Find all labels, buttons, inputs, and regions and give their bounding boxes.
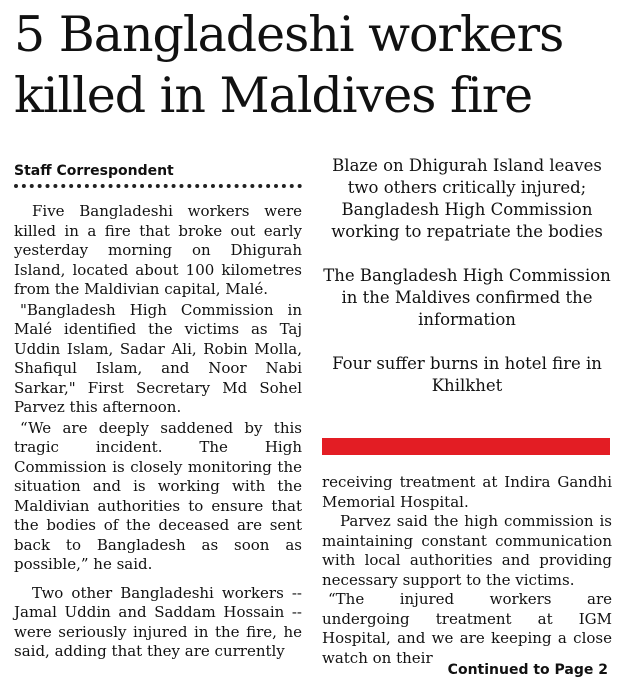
byline: Staff Correspondent — [14, 163, 174, 179]
right-column — [322, 473, 612, 668]
paragraph-4: Two other Bangladeshi workers -- Jamal Uddin and Saddam Hossain -- were seriously injured in the fire, he said, adding that they are currently — [14, 583, 302, 660]
continued-link[interactable]: Continued to Page 2 — [442, 660, 608, 680]
paragraph-5: receiving treatment at Indira Gandhi Memorial Hospital. — [322, 473, 612, 511]
related-story-link[interactable]: Four suffer burns in hotel fire in Khilkhet — [332, 354, 602, 395]
paragraph-3: “We are deeply saddened by this tragic incident. The High Commission is closely monitoring the situation and is working with the Maldivian authorities to ensure that the bodies of the deceased are sent back to Bangladesh as soon as possible,” he said. — [14, 418, 302, 573]
pull-quote-1: Blaze on Dhigurah Island leaves two others critically injured; Bangladesh High Commission working to repatriate the bodies — [331, 156, 603, 241]
paragraph-1: Five Bangladeshi workers were killed in a fire that broke out early yesterday morning on Dhigurah Island, located about 100 kilometres from the Maldivian capital, Malé. — [14, 202, 302, 298]
headline — [14, 4, 614, 126]
red-accent-bar — [322, 438, 610, 455]
paragraph-6: Parvez said the high commission is maintaining constant communication with local authorities and providing necessary support to the victims. — [322, 512, 612, 589]
pull-quotes — [322, 155, 612, 397]
paragraph-7: “The injured workers are undergoing treatment at IGM Hospital, and we are keeping a close watch on their — [322, 590, 612, 667]
paragraph-2: "Bangladesh High Commission in Malé identified the victims as Taj Uddin Islam, Sadar Ali, Robin Molla, Shafiqul Islam, and Noor Nabi Sarkar," First Secretary Md Sohel Parvez this afternoon. — [14, 300, 302, 416]
dotted-divider — [14, 184, 302, 188]
pull-quote-2: The Bangladesh High Commission in the Maldives confirmed the information — [323, 266, 611, 329]
headline-line-1: 5 Bangladeshi workers — [14, 6, 564, 63]
headline-line-2: killed in Maldives fire — [14, 67, 533, 124]
left-column — [14, 202, 302, 662]
